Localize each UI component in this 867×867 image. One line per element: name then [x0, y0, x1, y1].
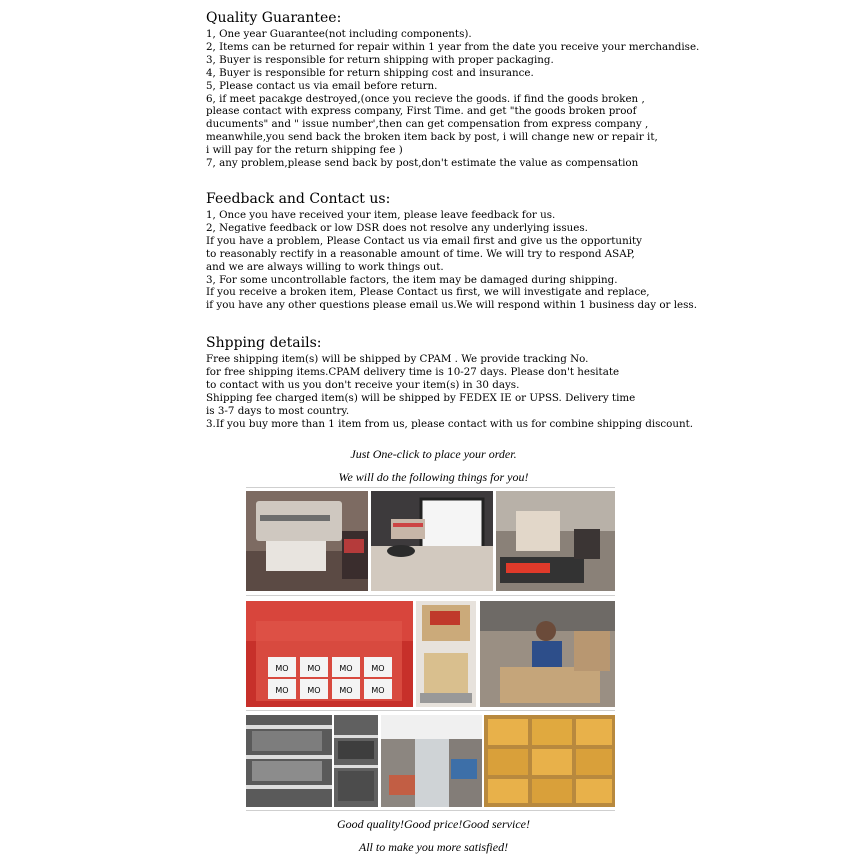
- feedback-line: 1, Once you have received your item, please leave feedback for us.: [206, 209, 556, 221]
- feedback-lines: [206, 209, 697, 312]
- quality-section: [206, 10, 700, 170]
- feedback-line: If you have a problem, Please Contact us via email first and give us the opportunity: [206, 234, 642, 247]
- feedback-section: [206, 191, 697, 312]
- quality-line: please contact with express company, First Time. and get "the goods broken proof: [206, 105, 637, 118]
- quality-line: 1, One year Guarantee(not including components).: [206, 28, 472, 40]
- quality-line: i will pay for the return shipping fee ): [206, 144, 403, 157]
- divider: [246, 710, 615, 711]
- quality-line: 5, Please contact us via email before return.: [206, 79, 438, 92]
- quality-heading: Quality Guarantee:: [206, 10, 342, 26]
- box-label-text: MO: [371, 664, 385, 673]
- quality-line: 2, Items can be returned for repair within 1 year from the date you receive your merchandise.: [206, 40, 700, 53]
- box-label-text: MO: [275, 686, 289, 695]
- quality-line: meanwhile,you send back the broken item back by post, i will change new or repair it,: [206, 131, 658, 144]
- shipping-line: Shipping fee charged item(s) will be shipped by FEDEX IE or UPSS. Delivery time: [206, 391, 636, 404]
- worker-packing-photo: [480, 601, 615, 707]
- promo-satisfied: All to make you more satisfied!: [358, 840, 509, 854]
- scale-packing-photo: [496, 491, 615, 591]
- box-label-text: MO: [339, 686, 353, 695]
- feedback-line: If you receive a broken item, Please Contact us first, we will investigate and replace,: [206, 286, 650, 299]
- feedback-line: to reasonably rectify in a reasonable amount of time. We will try to respond ASAP,: [206, 247, 635, 260]
- promo-following: We will do the following things for you!: [338, 470, 529, 484]
- quality-line: 4, Buyer is responsible for return shipping cost and insurance.: [206, 66, 534, 79]
- shipping-line: for free shipping items.CPAM delivery time is 10-27 days. Please don't hesitate: [206, 365, 620, 378]
- box-label-text: MO: [339, 664, 353, 673]
- box-label-text: MO: [371, 686, 385, 695]
- divider: [246, 810, 615, 811]
- warehouse-aisle-photo: [381, 715, 482, 807]
- quality-line: 6, if meet pacakge destroyed,(once you recieve the goods. if find the goods broken ,: [206, 92, 645, 105]
- photo-row-1: [246, 491, 615, 591]
- divider: [246, 487, 615, 488]
- quality-line: ducuments" and " issue number',then can get compensation from express company ,: [206, 118, 649, 131]
- red-box-photo: [246, 601, 413, 707]
- divider: [246, 595, 615, 596]
- feedback-line: and we are always willing to work things out.: [206, 260, 444, 273]
- promo-one-click: Just One-click to place your order.: [350, 447, 517, 461]
- promo-quality: Good quality!Good price!Good service!: [337, 817, 530, 831]
- shelves-electronics-photo: [334, 715, 378, 807]
- feedback-heading: Feedback and Contact us:: [206, 191, 391, 207]
- cardboard-boxes-photo: [484, 715, 615, 807]
- box-label-text: MO: [307, 664, 321, 673]
- shipping-line: Free shipping item(s) will be shipped by CPAM . We provide tracking No.: [206, 353, 589, 365]
- shipping-heading: Shpping details:: [206, 335, 322, 351]
- photo-row-3: [246, 715, 615, 807]
- feedback-line: 3, For some uncontrollable factors, the item may be damaged during shipping.: [206, 273, 618, 286]
- feedback-line: 2, Negative feedback or low DSR does not resolve any underlying issues.: [206, 221, 588, 234]
- printer-photo: [246, 491, 368, 591]
- quality-line: 3, Buyer is responsible for return shipping with proper packaging.: [206, 53, 554, 66]
- shipping-lines: [206, 353, 694, 430]
- photo-row-2: [246, 601, 615, 707]
- quality-lines: [206, 28, 700, 170]
- box-label-text: MO: [307, 686, 321, 695]
- box-label-text: MO: [275, 664, 289, 673]
- shipping-line: is 3-7 days to most country.: [206, 404, 350, 417]
- shipping-section: [206, 335, 694, 430]
- scale-box-photo: [416, 601, 476, 707]
- feedback-line: if you have any other questions please email us.We will respond within 1 business day or less.: [206, 299, 697, 312]
- shipping-line: to contact with us you don't receive your item(s) in 30 days.: [206, 378, 520, 391]
- quality-line: 7, any problem,please send back by post,don't estimate the value as compensation: [206, 157, 639, 170]
- scanner-desk-photo: [371, 491, 493, 591]
- shipping-line: 3.If you buy more than 1 item from us, please contact with us for combine shipping discount.: [206, 417, 694, 430]
- shelves-photo: [246, 715, 332, 807]
